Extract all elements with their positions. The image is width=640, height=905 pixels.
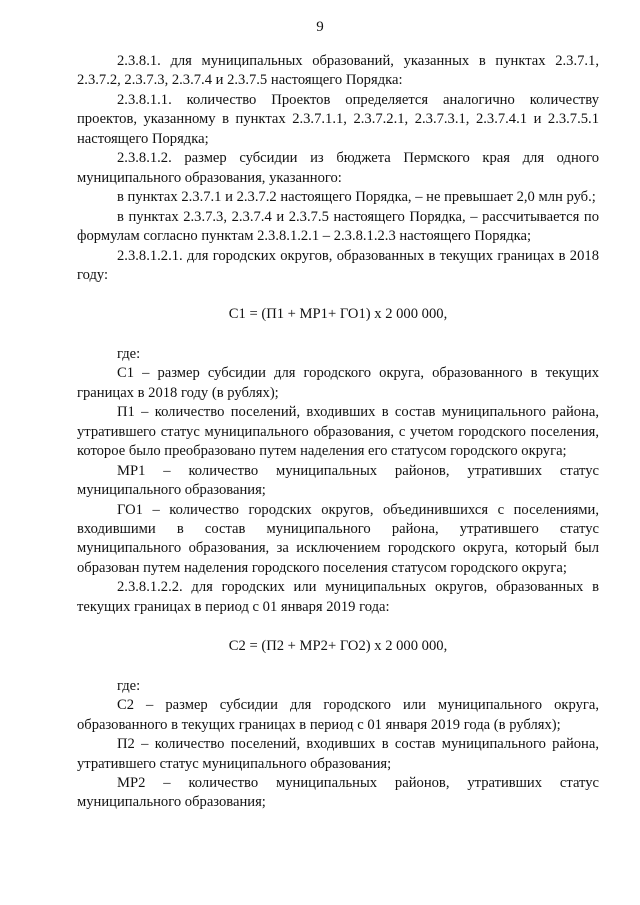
formula: С1 = (П1 + МР1+ ГО1) х 2 000 000,: [228, 306, 448, 323]
paragraph: С2 – размер субсидии для городского или муниципального округа, образованного в текущих границах в период с 01 января 2019 года (в рублях);: [77, 697, 599, 733]
paragraph: 2.3.8.1.2.2. для городских или муниципальных округов, образованных в текущих границах в период с 01 января 2019 года:: [77, 579, 599, 615]
paragraph: 2.3.8.1.2.1. для городских округов, образованных в текущих границах в 2018 году:: [77, 247, 599, 283]
where-label: где:: [117, 677, 141, 694]
paragraph: МР2 – количество муниципальных районов, утративших статус муниципального образования;: [77, 774, 599, 811]
paragraph: П1 – количество поселений, входивших в состав муниципального района, утратившего статус муниципального образования, с учетом городского поселения, которое было преобразовано путем наделения его статусом городского округа;: [77, 404, 599, 460]
document-body: [77, 52, 599, 813]
where-label: где:: [117, 345, 141, 362]
paragraph: 2.3.8.1.1. количество Проектов определяется аналогично количеству проектов, указанному в пунктах 2.3.7.1.1, 2.3.7.2.1, 2.3.7.3.1, 2.3.7.4.1 и 2.3.7.5.1 настоящего Порядка;: [77, 91, 599, 147]
paragraph: 2.3.8.1.2. размер субсидии из бюджета Пермского края для одного муниципального образования, указанного:: [77, 150, 599, 186]
paragraph: П2 – количество поселений, входивших в состав муниципального района, утратившего статус муниципального образования;: [77, 736, 599, 772]
paragraph: в пунктах 2.3.7.1 и 2.3.7.2 настоящего Порядка, – не превышает 2,0 млн руб.;: [117, 189, 596, 206]
paragraph: ГО1 – количество городских округов, объединившихся с поселениями, входившими в состав муниципального района, утратившего статус муниципального образования, за исключением городского округа, который был образован путем наделения городского поселения статусом городского округа;: [77, 501, 599, 576]
paragraph: в пунктах 2.3.7.3, 2.3.7.4 и 2.3.7.5 настоящего Порядка, – рассчитывается по формулам согласно пунктам 2.3.8.1.2.1 – 2.3.8.1.2.3 настоящего Порядка;: [77, 208, 599, 245]
paragraph: 2.3.8.1. для муниципальных образований, указанных в пунктах 2.3.7.1, 2.3.7.2, 2.3.7.3, 2.3.7.4 и 2.3.7.5 настоящего Порядка:: [77, 53, 599, 89]
page-number: 9: [316, 19, 324, 35]
formula: С2 = (П2 + МР2+ ГО2) х 2 000 000,: [228, 638, 448, 655]
paragraph: МР1 – количество муниципальных районов, утративших статус муниципального образования;: [77, 462, 599, 499]
paragraph: С1 – размер субсидии для городского округа, образованного в текущих границах в 2018 году (в рублях);: [77, 365, 599, 401]
